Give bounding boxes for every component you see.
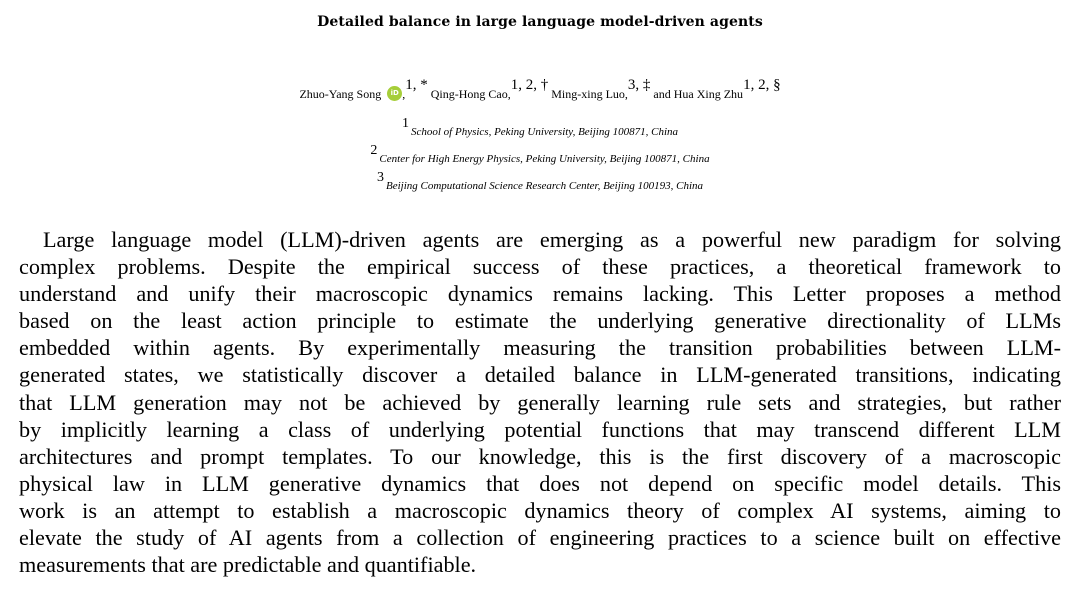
abstract-line: understand and unify their macroscopic dynamics remains lacking. This Letter proposes a method	[19, 281, 1061, 307]
affiliation-mark: 2	[370, 143, 378, 158]
abstract-line: based on the least action principle to estimate the underlying generative directionality of LLMs	[19, 308, 1061, 334]
affiliation-line	[0, 116, 1080, 140]
affiliation-line	[0, 143, 1080, 167]
paper-title: Detailed balance in large language model-driven agents	[317, 14, 763, 30]
author-name: Zhuo-Yang Song	[299, 87, 382, 101]
abstract-line: that LLM generation may not be achieved by generally learning rule sets and strategies, but rather	[19, 389, 1061, 415]
orcid-icon[interactable]: iD	[387, 86, 402, 101]
abstract-line: architectures and prompt templates. To our knowledge, this is the first discovery of a macroscopic	[19, 443, 1061, 469]
author-affiliation-marks: 1, *	[405, 77, 428, 93]
abstract-line: generated states, we statistically discover a detailed balance in LLM-generated transitions, indicating	[19, 362, 1061, 388]
affiliation-text: Center for High Energy Physics, Peking University, Beijing 100871, China	[379, 153, 710, 165]
author-affiliation-marks: 1, 2, §	[743, 77, 781, 93]
affiliation-mark: 3	[376, 170, 384, 185]
abstract-line: embedded within agents. By experimentally measuring the transition probabilities between LLM-	[19, 335, 1061, 361]
author-name: Qing-Hong Cao	[430, 87, 508, 101]
abstract-line: by implicitly learning a class of underlying potential functions that may transcend different LLM	[19, 416, 1061, 442]
author-affiliation-marks: 1, 2, †	[510, 77, 549, 93]
abstract-line: physical law in LLM generative dynamics that does not depend on specific model details. This	[19, 470, 1061, 496]
author-name: Ming-xing Luo	[551, 87, 625, 101]
abstract-line: work is an attempt to establish a macroscopic dynamics theory of complex AI systems, aiming to	[19, 497, 1061, 523]
affiliation-mark: 1	[401, 116, 409, 131]
affiliation-line	[0, 170, 1080, 194]
author-name: Hua Xing Zhu	[673, 87, 744, 101]
abstract-line: measurements that are predictable and quantifiable.	[19, 552, 477, 578]
author-connector: and	[653, 87, 671, 101]
affiliation-text: Beijing Computational Science Research Center, Beijing 100193, China	[385, 180, 703, 192]
author-affiliation-marks: 3, ‡	[627, 77, 651, 93]
abstract-line: complex problems. Despite the empirical success of these practices, a theoretical framework to	[19, 254, 1061, 280]
author-list: Zhuo-Yang Song iD ,$^{1, *}$ Qing-Hong Cao,$^{1, 2, \dagger}$ Ming-xing Luo,$^{3, \ddagger}$ and Hua Xing Zhu$^{1, 2, \S}$	[299, 77, 781, 101]
affiliation-text: School of Physics, Peking University, Beijing 100871, China	[410, 126, 678, 138]
abstract-line: Large language model (LLM)-driven agents are emerging as a powerful new paradigm for solving	[43, 227, 1061, 252]
abstract-line: elevate the study of AI agents from a collection of engineering practices to a science built on effective	[19, 525, 1061, 551]
abstract	[19, 226, 1061, 578]
